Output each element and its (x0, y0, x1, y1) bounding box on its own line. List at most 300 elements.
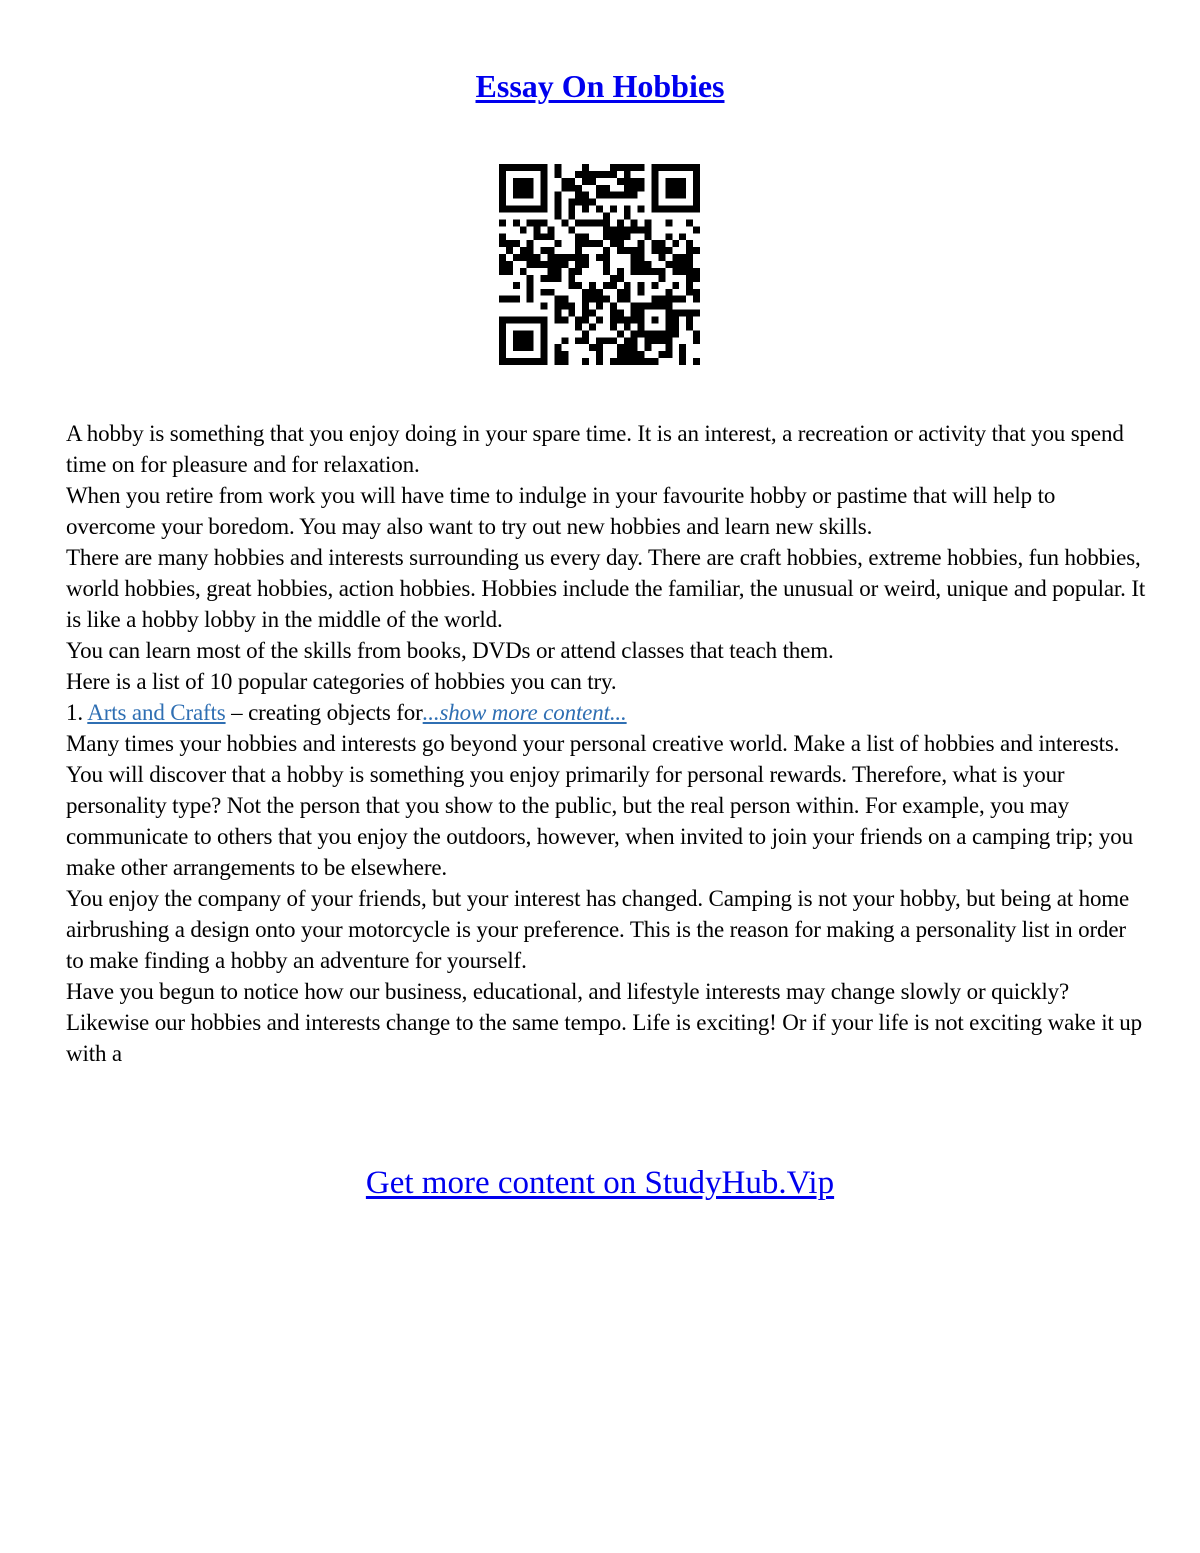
qr-module (527, 219, 534, 226)
qr-module (582, 296, 589, 303)
qr-module (658, 268, 665, 275)
qr-module (534, 316, 541, 323)
qr-module (520, 226, 527, 233)
qr-module (617, 289, 624, 296)
qr-module (554, 240, 561, 247)
show-more-link[interactable]: ...show more content... (422, 700, 627, 725)
qr-module (665, 310, 672, 317)
qr-module (534, 219, 541, 226)
qr-module (527, 240, 534, 247)
qr-module (651, 247, 658, 254)
qr-module (693, 164, 700, 171)
qr-module (651, 185, 658, 192)
qr-module (589, 289, 596, 296)
qr-module (561, 358, 568, 365)
qr-module (554, 310, 561, 317)
qr-module (610, 171, 617, 178)
qr-module (665, 261, 672, 268)
qr-module (672, 206, 679, 213)
qr-module (617, 178, 624, 185)
qr-module (589, 323, 596, 330)
qr-module (686, 254, 693, 261)
qr-module (568, 254, 575, 261)
list-item (66, 697, 1146, 728)
qr-module (672, 254, 679, 261)
paragraph: There are many hobbies and interests surrounding us every day. There are craft hobbies, extreme hobbies, fun hobbies, world hobbies, great hobbies, action hobbies. Hobbies include the familiar, the unusual or weird, unique and popular. It is like a hobby lobby in the middle of the world. (66, 545, 1146, 632)
qr-module (513, 330, 520, 337)
qr-module (638, 254, 645, 261)
qr-module (672, 261, 679, 268)
qr-module (541, 344, 548, 351)
qr-module (624, 213, 631, 220)
qr-module (534, 226, 541, 233)
qr-module (541, 185, 548, 192)
qr-module (527, 282, 534, 289)
qr-module (596, 254, 603, 261)
qr-module (624, 164, 631, 171)
qr-module (499, 351, 506, 358)
qr-module (617, 310, 624, 317)
qr-module (638, 330, 645, 337)
qr-module (679, 261, 686, 268)
qr-module (638, 206, 645, 213)
qr-module (582, 316, 589, 323)
studyhub-link[interactable]: Get more content on StudyHub.Vip (365, 1165, 835, 1201)
qr-module (693, 192, 700, 199)
qr-module (513, 254, 520, 261)
footer (0, 1161, 1200, 1205)
qr-module (665, 164, 672, 171)
qr-module (645, 337, 652, 344)
qr-module (686, 219, 693, 226)
paragraph: You enjoy the company of your friends, but your interest has changed. Camping is not your hobby, but being at home airbrushing a design onto your motorcycle is your preference. This is the reason for making a personality list in order to make finding a hobby an adventure for yourself. (66, 886, 1130, 973)
qr-module (665, 233, 672, 240)
qr-module (645, 344, 652, 351)
qr-module (527, 247, 534, 254)
qr-module (638, 240, 645, 247)
qr-module (624, 171, 631, 178)
qr-module (596, 171, 603, 178)
qr-module (631, 254, 638, 261)
qr-module (651, 296, 658, 303)
qr-module (499, 323, 506, 330)
qr-module (603, 247, 610, 254)
arts-and-crafts-link[interactable]: Arts and Crafts (87, 700, 226, 725)
qr-module (679, 358, 686, 365)
paragraph: You can learn most of the skills from books, DVDs or attend classes that teach them. (66, 638, 834, 663)
qr-module (631, 310, 638, 317)
qr-module (686, 289, 693, 296)
title-link[interactable]: Essay On Hobbies (475, 68, 725, 104)
qr-module (541, 192, 548, 199)
qr-module (596, 351, 603, 358)
qr-module (693, 296, 700, 303)
qr-module (665, 289, 672, 296)
qr-module (596, 192, 603, 199)
qr-module (693, 358, 700, 365)
qr-module (554, 316, 561, 323)
qr-module (548, 247, 555, 254)
paragraph: When you retire from work you will have time to indulge in your favourite hobby or pastime that will help to overcome your boredom. You may also want to try out new hobbies and learn new skills. (66, 483, 1056, 539)
qr-module (548, 254, 555, 261)
qr-module (527, 206, 534, 213)
qr-module (506, 358, 513, 365)
qr-module (520, 178, 527, 185)
qr-module (568, 275, 575, 282)
qr-module (665, 206, 672, 213)
qr-module (527, 275, 534, 282)
qr-module (575, 337, 582, 344)
qr-module (645, 358, 652, 365)
qr-module (568, 178, 575, 185)
qr-module (575, 261, 582, 268)
qr-module (541, 351, 548, 358)
qr-module (527, 296, 534, 303)
qr-module (561, 219, 568, 226)
qr-module (534, 233, 541, 240)
qr-module (499, 171, 506, 178)
qr-module (541, 303, 548, 310)
qr-module (527, 185, 534, 192)
qr-module (589, 240, 596, 247)
qr-module (561, 351, 568, 358)
qr-module (631, 219, 638, 226)
qr-module (589, 344, 596, 351)
qr-module (513, 344, 520, 351)
qr-module (554, 344, 561, 351)
paragraph: Here is a list of 10 popular categories of hobbies you can try. (66, 669, 617, 694)
qr-module (631, 358, 638, 365)
qr-module (624, 316, 631, 323)
qr-module (582, 199, 589, 206)
qr-module (617, 233, 624, 240)
qr-module (610, 303, 617, 310)
qr-module (554, 206, 561, 213)
qr-module (645, 330, 652, 337)
qr-module (645, 261, 652, 268)
qr-module (596, 219, 603, 226)
qr-module (665, 351, 672, 358)
qr-module (658, 206, 665, 213)
qr-module (554, 351, 561, 358)
qr-module (541, 330, 548, 337)
qr-module (624, 226, 631, 233)
qr-module (686, 323, 693, 330)
qr-module (548, 289, 555, 296)
qr-module (506, 206, 513, 213)
qr-module (520, 358, 527, 365)
qr-module (582, 171, 589, 178)
qr-module (548, 275, 555, 282)
qr-module (499, 268, 506, 275)
qr-module (520, 344, 527, 351)
qr-module (672, 240, 679, 247)
qr-module (575, 240, 582, 247)
qr-module (499, 344, 506, 351)
qr-module (624, 344, 631, 351)
qr-module (693, 226, 700, 233)
qr-module (693, 337, 700, 344)
qr-module (582, 330, 589, 337)
qr-module (624, 247, 631, 254)
qr-module (638, 351, 645, 358)
qr-module (506, 316, 513, 323)
qr-module (624, 185, 631, 192)
qr-module (589, 178, 596, 185)
qr-module (575, 233, 582, 240)
qr-module (631, 261, 638, 268)
qr-module (499, 296, 506, 303)
qr-module (527, 344, 534, 351)
qr-module (686, 316, 693, 323)
qr-module (617, 344, 624, 351)
qr-module (541, 199, 548, 206)
qr-module (582, 261, 589, 268)
list-number: 1. (66, 700, 83, 725)
qr-module (499, 192, 506, 199)
qr-module (638, 261, 645, 268)
qr-module (554, 275, 561, 282)
qr-module (624, 178, 631, 185)
qr-module (631, 178, 638, 185)
qr-module (672, 164, 679, 171)
qr-module (534, 206, 541, 213)
qr-module (651, 303, 658, 310)
qr-module (582, 240, 589, 247)
qr-module (499, 199, 506, 206)
qr-module (499, 254, 506, 261)
qr-module (554, 213, 561, 220)
qr-module (603, 171, 610, 178)
qr-module (610, 316, 617, 323)
qr-module (520, 316, 527, 323)
qr-module (679, 185, 686, 192)
qr-module (617, 351, 624, 358)
qr-module (568, 213, 575, 220)
qr-module (575, 247, 582, 254)
qr-module (603, 254, 610, 261)
qr-module (548, 226, 555, 233)
qr-module (679, 206, 686, 213)
qr-module (541, 219, 548, 226)
qr-module (624, 337, 631, 344)
qr-module (575, 254, 582, 261)
qr-module (527, 358, 534, 365)
qr-module (589, 199, 596, 206)
qr-module (561, 316, 568, 323)
qr-module (568, 268, 575, 275)
qr-module (631, 316, 638, 323)
qr-module (665, 344, 672, 351)
qr-module (603, 296, 610, 303)
qr-module (527, 254, 534, 261)
qr-module (679, 254, 686, 261)
qr-module (658, 164, 665, 171)
paragraph: Have you begun to notice how our business, educational, and lifestyle interests may change slowly or quickly? Likewise our hobbies and interests change to the same tempo. Life is exciting! Or if your life is not exciting wake it up with a (66, 979, 1142, 1066)
qr-module (499, 358, 506, 365)
qr-module (610, 240, 617, 247)
qr-module (582, 192, 589, 199)
qr-module (672, 192, 679, 199)
qr-module (679, 178, 686, 185)
qr-module (672, 310, 679, 317)
qr-module (693, 206, 700, 213)
qr-module (506, 164, 513, 171)
qr-module (651, 199, 658, 206)
qr-module (686, 282, 693, 289)
qr-module (575, 316, 582, 323)
qr-module (499, 185, 506, 192)
qr-module (596, 289, 603, 296)
qr-module (520, 247, 527, 254)
essay-body (66, 418, 1146, 1069)
qr-module (624, 323, 631, 330)
qr-module (610, 233, 617, 240)
qr-module (596, 316, 603, 323)
qr-module (603, 185, 610, 192)
qr-code-icon (499, 164, 700, 365)
qr-module (658, 337, 665, 344)
qr-module (665, 219, 672, 226)
qr-module (568, 206, 575, 213)
qr-module (686, 310, 693, 317)
qr-module (499, 164, 506, 171)
qr-module (638, 178, 645, 185)
qr-module (624, 289, 631, 296)
qr-module (520, 192, 527, 199)
qr-module (679, 268, 686, 275)
qr-module (693, 171, 700, 178)
qr-module (631, 337, 638, 344)
qr-module (665, 247, 672, 254)
qr-module (596, 344, 603, 351)
qr-module (541, 358, 548, 365)
qr-module (645, 233, 652, 240)
qr-module (575, 282, 582, 289)
qr-module (631, 164, 638, 171)
qr-module (679, 164, 686, 171)
qr-module (651, 358, 658, 365)
qr-module (499, 240, 506, 247)
qr-module (665, 178, 672, 185)
qr-module (582, 310, 589, 317)
qr-module (541, 178, 548, 185)
qr-module (582, 178, 589, 185)
qr-module (541, 206, 548, 213)
qr-module (651, 316, 658, 323)
qr-module (610, 358, 617, 365)
qr-module (499, 261, 506, 268)
qr-module (693, 310, 700, 317)
qr-module (534, 358, 541, 365)
qr-module (686, 261, 693, 268)
qr-module (513, 178, 520, 185)
qr-module (624, 358, 631, 365)
qr-module (603, 233, 610, 240)
qr-module (527, 337, 534, 344)
qr-module (561, 261, 568, 268)
qr-module (686, 206, 693, 213)
qr-module (651, 178, 658, 185)
qr-module (554, 303, 561, 310)
qr-module (679, 296, 686, 303)
qr-module (693, 178, 700, 185)
qr-module (520, 254, 527, 261)
paragraph: You will discover that a hobby is something you enjoy primarily for personal rewards. Therefore, what is your personality type? Not the person that you show to the public, but the real person within. For example, you may communicate to others that you enjoy the outdoors, however, when invited to join your friends on a camping trip; you make other arrangements to be elsewhere. (66, 762, 1133, 880)
qr-module (651, 330, 658, 337)
qr-module (506, 247, 513, 254)
qr-module (617, 219, 624, 226)
qr-module (651, 206, 658, 213)
qr-module (513, 219, 520, 226)
qr-module (582, 358, 589, 365)
qr-module (693, 275, 700, 282)
qr-module (603, 282, 610, 289)
qr-module (554, 261, 561, 268)
qr-module (499, 330, 506, 337)
qr-module (617, 226, 624, 233)
qr-module (596, 206, 603, 213)
qr-module (610, 164, 617, 171)
qr-module (561, 296, 568, 303)
qr-module (513, 282, 520, 289)
qr-module (658, 351, 665, 358)
qr-module (575, 268, 582, 275)
qr-module (638, 310, 645, 317)
qr-module (638, 164, 645, 171)
qr-module (631, 247, 638, 254)
qr-module (651, 164, 658, 171)
qr-module (513, 164, 520, 171)
qr-module (527, 192, 534, 199)
qr-module (638, 289, 645, 296)
qr-module (520, 164, 527, 171)
qr-module (665, 337, 672, 344)
qr-module (554, 254, 561, 261)
qr-module (686, 247, 693, 254)
qr-module (617, 275, 624, 282)
qr-module (617, 316, 624, 323)
qr-module (610, 337, 617, 344)
qr-module (561, 303, 568, 310)
qr-module (658, 240, 665, 247)
qr-module (541, 323, 548, 330)
qr-module (520, 185, 527, 192)
qr-module (534, 261, 541, 268)
qr-module (575, 185, 582, 192)
qr-module (506, 261, 513, 268)
qr-module (513, 358, 520, 365)
qr-module (631, 226, 638, 233)
qr-module (645, 268, 652, 275)
qr-module (589, 219, 596, 226)
qr-module (499, 206, 506, 213)
qr-module (561, 178, 568, 185)
qr-module (499, 178, 506, 185)
qr-module (596, 358, 603, 365)
qr-module (631, 268, 638, 275)
qr-module (638, 282, 645, 289)
qr-module (665, 316, 672, 323)
qr-module (582, 206, 589, 213)
qr-module (631, 185, 638, 192)
qr-module (686, 275, 693, 282)
qr-module (520, 330, 527, 337)
qr-module (527, 164, 534, 171)
qr-module (568, 303, 575, 310)
qr-module (658, 275, 665, 282)
qr-module (617, 240, 624, 247)
